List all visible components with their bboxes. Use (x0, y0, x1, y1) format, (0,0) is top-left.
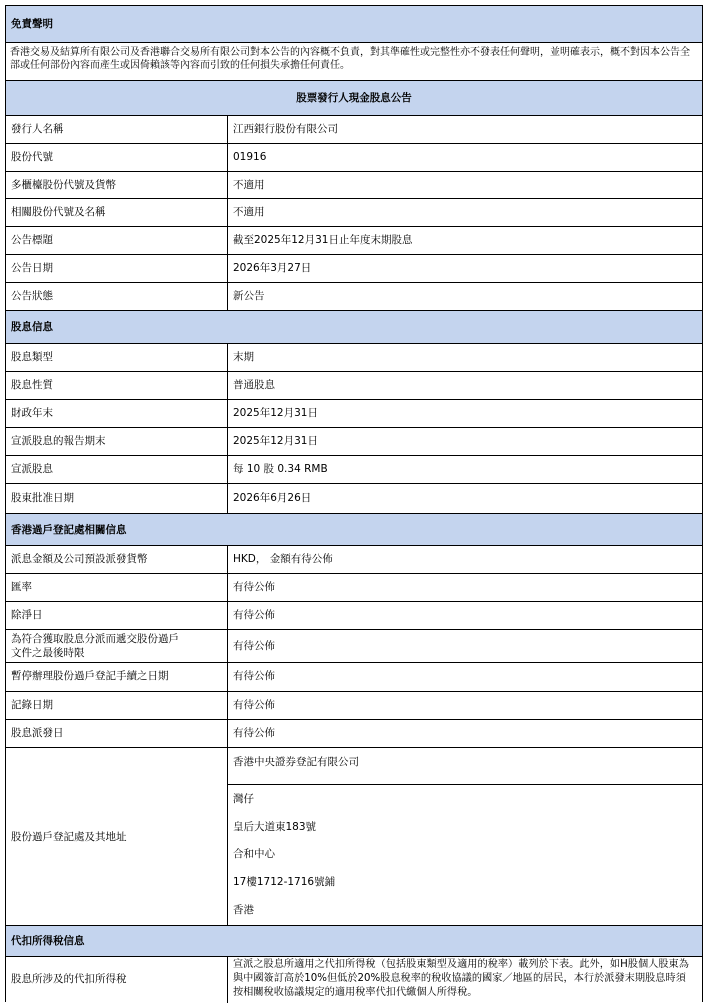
dividend-info-header (6, 311, 702, 344)
dividend-type-value: 末期 (233, 351, 254, 363)
disclaimer-title: 免責聲明 (11, 18, 53, 30)
issuer-name-value: 江西銀行股份有限公司 (233, 123, 338, 135)
announcement-status-value: 新公告 (233, 290, 265, 302)
row-label: 除淨日 (11, 609, 43, 621)
dividend-info-title: 股息信息 (11, 321, 53, 333)
row-label: 公告日期 (11, 262, 53, 274)
announcement-date-value: 2026年3月27日 (233, 262, 312, 274)
dividend-currency-value: HKD， 金額有待公佈 (233, 553, 333, 565)
row-label: 多櫃檯股份代號及貨幣 (11, 179, 116, 191)
registrar-row (6, 663, 702, 692)
dividend-row (6, 456, 702, 484)
row-label: 股份過戶登記處及其地址 (11, 831, 127, 843)
row-label: 宣派股息的報告期末 (11, 435, 106, 447)
financial-year-end-value: 2025年12月31日 (233, 407, 318, 419)
issuer-row (6, 116, 702, 144)
address-divider (228, 784, 702, 785)
address-line: 17樓1712-1716號鋪 (233, 876, 336, 888)
address-line: 香港中央證券登記有限公司 (233, 756, 359, 768)
issuer-row (6, 199, 702, 227)
ex-date-value: 有待公佈 (233, 609, 275, 621)
issuer-row (6, 283, 702, 311)
row-label: 股息派發日 (11, 727, 64, 739)
row-label: 發行人名稱 (11, 123, 64, 135)
disclaimer-body (6, 43, 702, 81)
dividend-declared-value: 每 10 股 0.34 RMB (233, 463, 328, 475)
disclaimer-header (6, 6, 702, 43)
withholding-row (6, 957, 702, 1003)
withholding-text: 宣派之股息所適用之代扣所得稅（包括股東類型及適用的稅率）載列於下表。此外，如H股個人股東為與中國簽訂高於10%但低於20%股息稅率的稅收協議的國家／地區的居民，本行於派發末期股息時須按相關稅收協議規定的適用稅率代扣代繳個人所得稅。 (233, 959, 689, 998)
row-label: 為符合獲取股息分派而遞交股份過戶 (11, 633, 179, 645)
reporting-period-end-value: 2025年12月31日 (233, 435, 318, 447)
dividend-row (6, 400, 702, 428)
registrar-row (6, 630, 702, 663)
issuer-row (6, 172, 702, 199)
row-label: 股東批准日期 (11, 492, 74, 504)
shareholder-approval-date-value: 2026年6月26日 (233, 492, 312, 504)
dividend-nature-value: 普通股息 (233, 379, 275, 391)
row-label: 相關股份代號及名稱 (11, 206, 106, 218)
address-line: 香港 (233, 904, 254, 916)
row-label: 暫停辦理股份過戶登記手續之日期 (11, 670, 169, 682)
registrar-info-title: 香港過戶登記處相關信息 (11, 524, 127, 536)
transfer-deadline-value: 有待公佈 (233, 640, 275, 652)
withholding-info-title: 代扣所得稅信息 (11, 935, 85, 947)
address-line: 皇后大道東183號 (233, 821, 317, 833)
registrar-row (6, 692, 702, 720)
dividend-row (6, 372, 702, 400)
address-line: 合和中心 (233, 848, 275, 860)
issuer-row (6, 255, 702, 283)
row-label: 股息所涉及的代扣所得稅 (11, 973, 127, 985)
announcement-subject-value: 截至2025年12月31日止年度末期股息 (233, 234, 413, 246)
payment-date-value: 有待公佈 (233, 727, 275, 739)
row-label: 公告狀態 (11, 290, 53, 302)
row-label: 記錄日期 (11, 699, 53, 711)
record-date-value: 有待公佈 (233, 699, 275, 711)
disclaimer-text: 香港交易及結算所有限公司及香港聯合交易所有限公司對本公告的內容概不負責，對其準確性或完整性亦不發表任何聲明，並明確表示，概不對因本公告全部或任何部份內容而產生或因倚賴該等內容而引致的任何損失承擔任何責任。 (10, 47, 690, 71)
book-closure-value: 有待公佈 (233, 670, 275, 682)
issuer-row (6, 227, 702, 255)
row-label: 股息性質 (11, 379, 53, 391)
row-label: 財政年末 (11, 407, 53, 419)
row-label: 派息金額及公司預設派發貨幣 (11, 553, 148, 565)
registrar-info-header (6, 514, 702, 546)
registrar-row (6, 720, 702, 748)
announcement-title: 股票發行人現金股息公告 (296, 92, 412, 104)
registrar-address-row (6, 748, 702, 926)
row-label: 股息類型 (11, 351, 53, 363)
exchange-rate-value: 有待公佈 (233, 581, 275, 593)
row-label: 匯率 (11, 581, 32, 593)
dividend-row (6, 428, 702, 456)
registrar-row (6, 574, 702, 602)
related-stock-value: 不適用 (233, 206, 265, 218)
withholding-info-header (6, 926, 702, 957)
announcement-title-row (6, 81, 702, 116)
row-label: 股份代號 (11, 151, 53, 163)
announcement-document (5, 5, 703, 1002)
address-line: 灣仔 (233, 793, 254, 805)
row-label: 宣派股息 (11, 463, 53, 475)
multi-counter-value: 不適用 (233, 179, 265, 191)
registrar-row (6, 546, 702, 574)
row-label: 文件之最後時限 (11, 647, 85, 659)
row-label: 公告標題 (11, 234, 53, 246)
stock-code-value: 01916 (233, 151, 267, 163)
registrar-row (6, 602, 702, 630)
issuer-row (6, 144, 702, 172)
dividend-row (6, 484, 702, 514)
dividend-row (6, 344, 702, 372)
